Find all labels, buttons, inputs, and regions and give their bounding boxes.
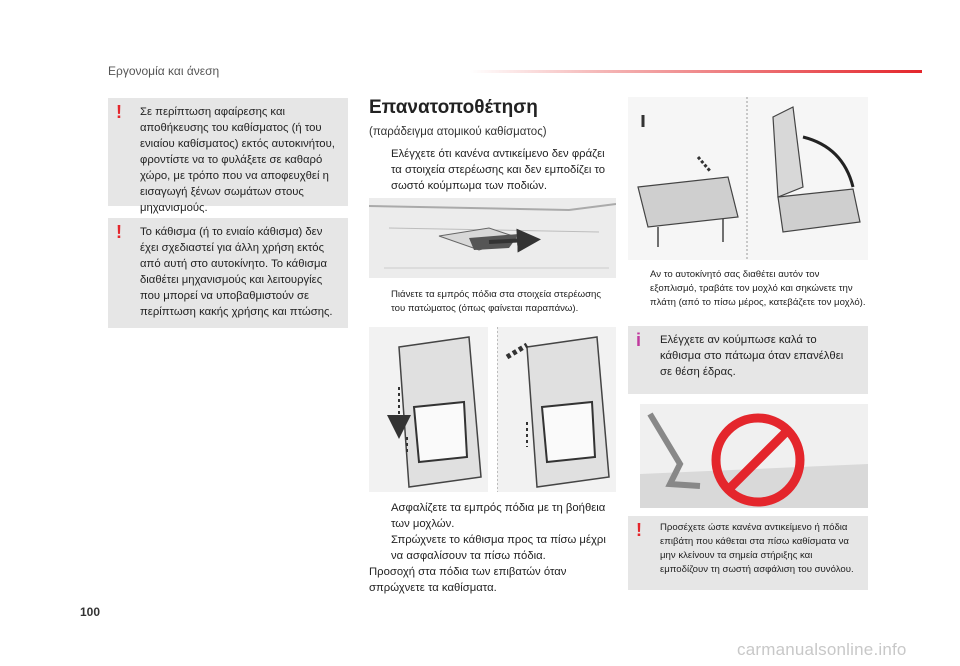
figure-floor-anchors xyxy=(369,198,616,278)
section-title: Επανατοποθέτηση xyxy=(369,97,538,118)
warning-icon: ! xyxy=(116,222,122,242)
bullet-check-obstacles: Ελέγχετε ότι κανένα αντικείμενο δεν φράζει τα στοιχεία στερέωσης και δεν εμποδίζει το σωστό κούμπωμα των ποδιών. xyxy=(391,148,606,192)
warning-note-usage xyxy=(108,218,348,328)
passenger-feet-note: Προσοχή στα πόδια των επιβατών όταν σπρώχνετε τα καθίσματα. xyxy=(369,566,567,594)
figure-no-feet-warning xyxy=(640,404,868,508)
page-number: 100 xyxy=(80,605,101,619)
watermark-logo: carmanualsonline.info xyxy=(737,640,907,659)
warning-icon: ! xyxy=(116,102,122,122)
no-feet-illustration xyxy=(640,404,868,508)
figure-seat-recline xyxy=(628,97,868,260)
header-title: Εργονομία και άνεση xyxy=(108,64,220,78)
front-leg-lock-illustration-left xyxy=(369,327,488,492)
info-note-check-lock: i Ελέγχετε αν κούμπωσε καλά το κάθισμα στο πάτωμα όταν επανέλθει σε θέση έδρας. xyxy=(628,326,868,394)
warning-note-anchors: ! Προσέχετε ώστε κανένα αντικείμενο ή πόδια επιβάτη που κάθεται στα πίσω καθίσματα να μην κλείνουν τα σημεία στήριξης και εμποδίζουν τη σωστή ασφάλιση του συνόλου. xyxy=(628,516,868,590)
warning-icon: ! xyxy=(636,520,642,540)
seat-recline-illustration xyxy=(628,97,868,260)
info-icon: i xyxy=(636,330,642,350)
warning-note-text: Το κάθισμα (ή το ενιαίο κάθισμα) δεν έχει σχεδιαστεί για άλλη χρήση εκτός από αυτή στο αυτοκίνητο. Το κάθισμα διαθέτει μηχανισμούς και λειτουργίες που μπορεί να υποβαθμιστούν σε περίπτωση κακής χρήσης και πτώσης. xyxy=(140,226,333,318)
caption-front-legs: Πιάνετε τα εμπρός πόδια στα στοιχεία στερέωσης του πατώματος (όπως φαίνεται παραπάνω). xyxy=(391,289,601,314)
figure-lock-front-legs xyxy=(369,327,488,492)
header-rule xyxy=(470,70,922,73)
warning-note-storage xyxy=(108,98,348,214)
figure-push-seat-back xyxy=(497,327,616,492)
bullet-push-seat: Σπρώχνετε το κάθισμα προς τα πίσω μέχρι να ασφαλίσουν τα πίσω πόδια. xyxy=(391,534,606,562)
push-seat-illustration-right xyxy=(497,327,616,492)
section-subtitle: (παράδειγμα ατομικού καθίσματος) xyxy=(369,126,547,138)
floor-anchor-illustration xyxy=(369,198,616,278)
warning-note-text: Σε περίπτωση αφαίρεσης και αποθήκευσης του καθίσματος (ή του ενιαίου καθίσματος) εκτός αυτοκινήτου, φροντίστε να το φυλάξετε σε καθαρό χώρο, με τρόπο που να αποφευχθεί η εισαγωγή ξένων σωμάτων στους μηχανισμούς. xyxy=(140,106,335,214)
bullet-lock-front-legs: Ασφαλίζετε τα εμπρός πόδια με τη βοήθεια των μοχλών. xyxy=(391,502,606,530)
caption-lift-backrest: Αν το αυτοκίνητό σας διαθέτει αυτόν τον εξοπλισμό, τραβάτε τον μοχλό και σηκώνετε την πλάτη (από το πίσω μέρος, κατεβάζετε τον μοχλό). xyxy=(650,269,866,308)
